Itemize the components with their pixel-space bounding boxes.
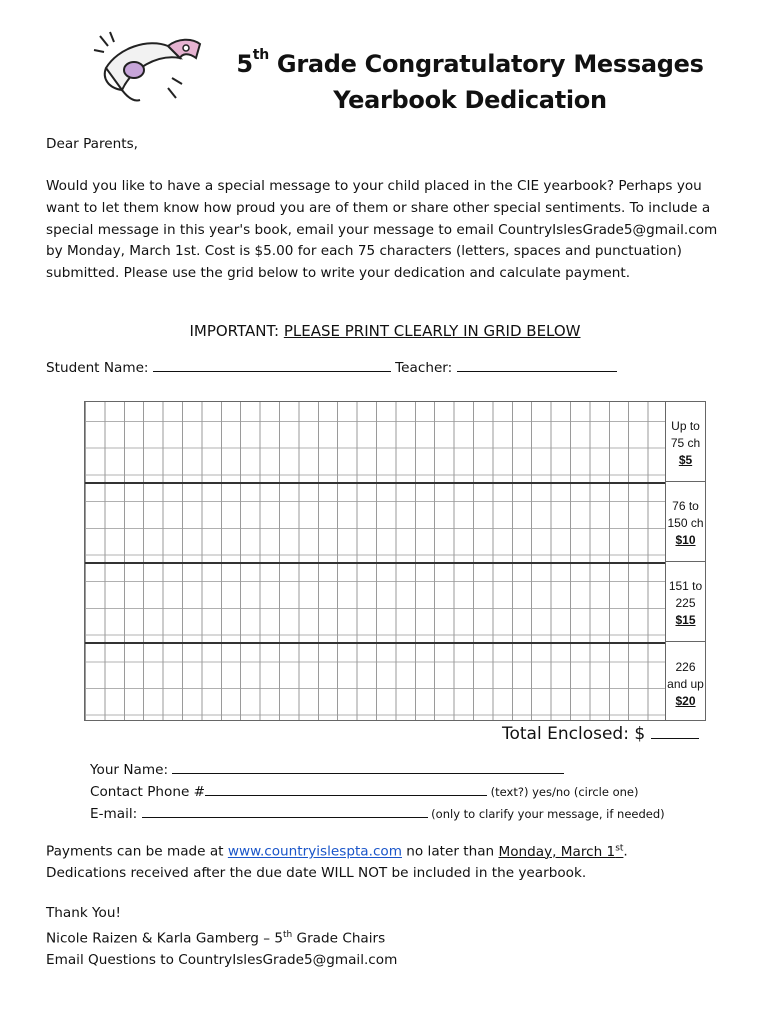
closing [46,903,736,972]
email-field[interactable] [142,805,428,818]
phone-note: (text?) yes/no (circle one) [487,785,639,799]
your-name-label: Your Name: [90,762,173,778]
letter-body: Would you like to have a special message to your child placed in the CIE yearbook? Perhaps you want to let them know how proud you are of them or share other special sentiments. To include a special message in this year's book, email your message to email CountryIslesGrade5@gmail.com by Monday, March 1st. Cost is $5.00 for each 75 characters (letters, spaces and punctuation) submitted. Please use the grid below to write your dedication and calculate payment. [46,178,718,282]
payment-end: . [623,843,628,860]
title-grade-suffix: th [252,47,269,63]
pricing-tier [666,482,705,562]
instruction-prefix: IMPORTANT: [189,322,284,340]
questions-email: Email Questions to CountryIslesGrade5@gmail.com [46,952,398,969]
student-name-label: Student Name: [46,360,153,376]
pricing-tier [666,562,705,642]
payment-middle: no later than [401,843,499,860]
grid-tier-divider [85,642,665,644]
tier-range: 76 to 150 ch [667,499,704,530]
student-name-field[interactable] [153,359,391,372]
payment-prefix: Payments can be made at [46,843,228,860]
pricing-tier [666,402,705,482]
grid-tier-divider [85,562,665,564]
page-subtitle: Yearbook Dedication [333,86,607,114]
pricing-tiers [666,401,706,721]
deadline-text: Monday, March 1 [498,843,616,860]
tier-range: 151 to 225 [668,579,703,610]
chairs-rest: Grade Chairs [292,930,386,947]
total-enclosed [502,724,699,744]
greeting: Dear Parents, [46,136,138,152]
pricing-tier [666,642,705,722]
phone-label: Contact Phone # [90,784,206,800]
total-label: Total Enclosed: $ [502,724,651,744]
tier-price: $15 [675,613,696,627]
payment-deadline [498,844,623,860]
title-rest: Grade Congratulatory Messages [268,50,704,78]
page-title [0,47,770,78]
your-name-field[interactable] [172,761,564,774]
teacher-field[interactable] [457,359,617,372]
chairs-sup: th [283,929,293,940]
email-note: (only to clarify your message, if needed) [427,807,665,821]
tier-price: $10 [675,533,696,547]
total-field[interactable] [651,724,699,739]
grid-tier-divider [85,482,665,484]
chairs-prefix: Nicole Raizen & Karla Gamberg – 5 [46,930,283,947]
payment-info [46,838,736,885]
student-teacher-line [46,358,736,380]
important-instruction [0,322,770,340]
teacher-label: Teacher: [390,360,457,376]
deadline-suffix: st [615,843,624,853]
instruction-emphasis: PLEASE PRINT CLEARLY IN GRID BELOW [283,322,581,340]
tier-range: Up to 75 ch [670,419,701,450]
contact-name-line [90,761,564,778]
email-label: E-mail: [90,806,142,822]
title-grade-number: 5 [236,50,253,78]
payment-warning: Dedications received after the due date WILL NOT be included in the yearbook. [46,865,587,882]
contact-email-line [90,805,665,822]
message-grid[interactable] [84,401,666,721]
tier-price: $5 [678,453,693,467]
tier-price: $20 [675,693,696,708]
pta-website-link[interactable]: www.countryislespta.com [227,843,402,860]
phone-field[interactable] [205,783,487,796]
contact-phone-line [90,783,638,800]
tier-range: 226 and up [667,659,704,691]
thanks: Thank You! [46,905,121,921]
